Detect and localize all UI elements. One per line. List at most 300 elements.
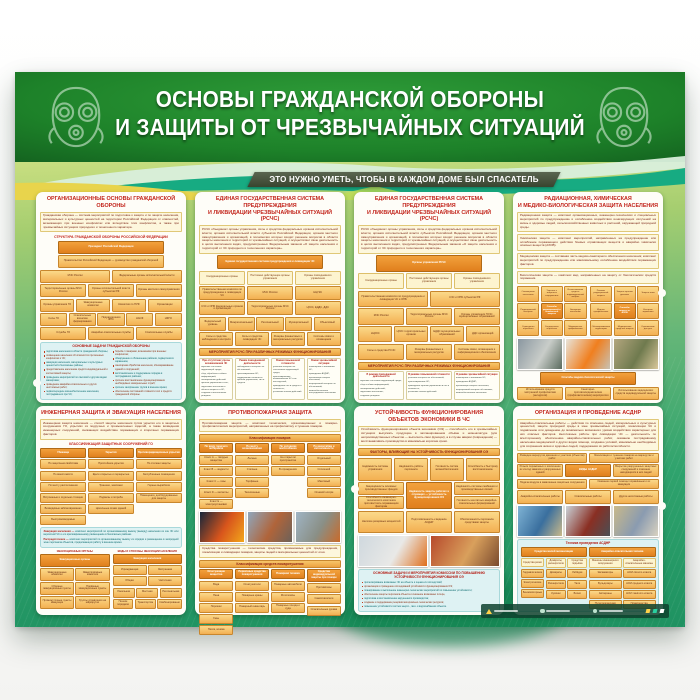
chart-box: КЧС и ОПБ субъектов РФ (430, 291, 500, 307)
bullet-item: предоставление населению средств индивидуальной и коллективной защиты; (44, 368, 110, 374)
column-header: При отсутствии угрозы возникновения ЧС (202, 358, 230, 365)
tree-subcolumn (567, 558, 587, 598)
panel-rschs-2 (354, 192, 504, 403)
chart-box: Аварийно-спасательные работы (517, 490, 563, 503)
chart-box: Расширители (546, 580, 567, 589)
chart-box: Организации (148, 299, 182, 312)
column-text: усиление контроля за обстановкой; (408, 377, 445, 380)
chart-box: Огнетушащие вещества (199, 569, 233, 579)
cyan-section-header: ОСНОВНЫЕ ЗАДАЧИ И МЕРОПРИЯТИЯ КОМИССИИ ПО ПОВЫШЕНИЮ УСТОЙЧИВОСТИ ФУНКЦИОНИРОВАНИЯ ОЭ (373, 571, 485, 579)
chart-box: Ограничение доступа (637, 320, 659, 336)
chart-box: Оказание первой помощи поражённым и их эвакуация (589, 479, 659, 489)
column-header: В режиме повышенной готовности (408, 372, 450, 376)
column-text: жизнеобеспечение населения (455, 392, 487, 395)
bullet-item: проведение мероприятий по световой и другим видам маскировки; (44, 376, 110, 382)
photo-strip (199, 511, 341, 543)
chart-box: Пожарная техника (271, 569, 305, 579)
bullet-item: срочное захоронение трупов в военное время; (113, 386, 179, 389)
chart-column (271, 358, 305, 400)
chart-box: Локальная (113, 588, 135, 598)
protection-grids (517, 286, 659, 337)
bullet-item: организация и проведение исследований устойчивости функционирования ОЭ; (362, 585, 497, 588)
chart-box: Системы связи и оповещения (307, 332, 341, 346)
chart-box: Горные выработки (136, 482, 182, 492)
chart-box: Правительственная комиссия по предупреждению и ликвидации ЧС и ОПБ (358, 291, 428, 307)
chart-box: Защита органов дыхания (614, 286, 636, 302)
chart-column (307, 443, 341, 509)
gas-mask-icon (593, 84, 655, 152)
chart-box: Эвакуационные комиссии (76, 299, 110, 312)
chart-box: Органы управления ГОЧС муниципальных образований (454, 308, 500, 324)
chart-box: Единая государственная система предупреждения и ликвидации ЧС (217, 255, 324, 269)
chart-box: Средства резки (521, 558, 545, 567)
chart-column (454, 371, 500, 400)
org-chart (40, 241, 182, 340)
chart-box: Межрегиональный (228, 317, 255, 331)
chart-box: Класс В — жидкости (199, 466, 233, 476)
chart-box: Песок, кошма (199, 625, 233, 635)
mini-chart (113, 550, 183, 609)
chart-box: Бензомоторные (521, 589, 545, 598)
civil-defense-poster (15, 72, 685, 631)
classification-chart (199, 443, 341, 509)
chart-box: Электрические (521, 579, 545, 588)
chart-column (406, 371, 452, 400)
chart-box: Службы ГО (40, 327, 86, 340)
tree-subcolumn (589, 558, 622, 609)
column-text: наблюдение и контроль за обстановкой; (237, 366, 265, 372)
column-text: изучение состояния окружающей среды; (360, 380, 402, 383)
column-text: создание резервов (360, 395, 380, 398)
column-header: Режим чрезвычайной ситуации (310, 358, 337, 365)
column-text: подготовка населения в области защиты от ЧС; (201, 385, 226, 391)
chart-box: Траншеи, землянки (88, 482, 134, 492)
bullet-item: санитарная обработка населения, обеззараживание зданий и сооружений; (113, 364, 179, 370)
org-chart (517, 490, 659, 503)
definition-text: Медицинская защита — составная часть медико-санитарного обеспечения населения; комплекс мероприятий по предупреждению или максимальному ослаблению воздействия поражающих факторов. (517, 253, 659, 270)
cyan-section (40, 527, 182, 548)
chart-box: Территориальные органы МЧС России (247, 301, 293, 315)
column-text: проведение АСДНР; (308, 372, 330, 375)
chart-box: Местная (136, 588, 158, 598)
rescue-boat-photo (613, 505, 659, 537)
chart-column (271, 569, 305, 635)
tree-group (521, 547, 588, 609)
oil-fire-photo (199, 511, 245, 543)
chart-box: Способы защиты от АХОВ (614, 303, 636, 319)
chart-box: Огнетушители (235, 581, 269, 591)
chart-box: Координационные органы (358, 273, 404, 289)
column-text: сбор, обработка и обмен информацией; (201, 372, 227, 378)
bullet-list (362, 581, 497, 609)
chart-box: Эвакоприёмные комиссии (75, 568, 109, 581)
chart-box: Эвакуационные органы (40, 554, 110, 567)
panel-title: УСТОЙЧИВОСТЬ ФУНКЦИОНИРОВАНИЯ ОБЪЕКТОВ ЭКОНОМИКИ В ЧС (375, 410, 483, 423)
chart-column (307, 569, 341, 635)
column-text: организация защиты населения; (308, 376, 331, 382)
classification-chart (358, 371, 500, 400)
chart-box: Региональная (160, 588, 182, 598)
chart-box: Приёмные эвакуационные пункты (75, 582, 109, 595)
chart-box: Самоспасатели (307, 594, 341, 604)
chart-box: Средства индивидуальной защиты при пожаре (307, 569, 341, 582)
bullet-item: обнаружение и обозначение районов, подвергшихся заражению; (113, 357, 179, 363)
chart-box: Транспортом (135, 599, 156, 609)
industrial-workers-photo (517, 338, 563, 370)
chart-box: Специальная обработка (541, 320, 563, 336)
chart-box: Силы и средства ликвидации ЧС (235, 332, 269, 346)
chart-box: Санитарно-противоэпидемические (профилактические) мероприятия (565, 387, 611, 400)
chart-box: Защищённость основных производственных фондов (358, 482, 404, 495)
chart-column (199, 569, 233, 635)
chart-column (235, 569, 269, 635)
brand-logo (659, 609, 664, 613)
chart-box: Простейшие укрытия (88, 459, 134, 469)
chart-box: Аварийно-спасательная техника (589, 547, 656, 557)
chart-box: Спасательные службы (136, 327, 182, 340)
definition-text: Биологическая защита — комплекс мер, направленных на защиту от биологических средств поражения. (517, 271, 659, 284)
column-text: приведение органов управления и сил в готовность; (408, 384, 450, 390)
column-text: прогнозирование возникновения ЧС и их последствий; (273, 375, 297, 384)
bullet-item: борьба с пожарами, возникшими при военных конфликтах; (113, 350, 179, 356)
chart-box: Подача воздуха в заваленные защитные сооружения (517, 479, 587, 489)
chart-box: Массовый (307, 477, 341, 487)
chart-box: Резервы финансовых и материальных ресурсов (406, 344, 452, 360)
chart-box: Готовность систем жизнеобеспечения (430, 458, 464, 481)
chart-box: По виду горючего материала (199, 443, 233, 453)
panel-rschs-1 (195, 192, 345, 403)
chart-column (88, 448, 134, 525)
chart-box: Контроль заражения (637, 303, 659, 319)
chart-box: Правительственная комиссия по предупреждению и ликвидации ЧС (199, 286, 245, 300)
chart-box: По степени защиты (136, 459, 182, 469)
chart-box: Использование средств экстренной профилактики (антидотов) (517, 387, 563, 400)
chart-box: Упреждающая (113, 565, 147, 575)
chart-box: Способы медико-биологической защиты (540, 372, 635, 385)
mini-chart-header: ЭВАКУАЦИОННЫЕ ОРГАНЫ (56, 549, 93, 553)
chart-box: НФГО (155, 313, 182, 326)
chart-box: Частичная (148, 576, 182, 586)
classification-chart (40, 448, 182, 525)
photo-strip (358, 535, 500, 567)
chart-box: Оповещение населения (517, 286, 539, 302)
column-text: прогнозирование ЧС; (237, 372, 259, 375)
chart-box: Лесные (235, 455, 269, 465)
equipment-tree (517, 539, 659, 612)
tree-subcolumn (521, 558, 545, 598)
column-text: организация защиты населения; (455, 384, 490, 387)
chart-box: По вместимости (40, 471, 86, 481)
chart-column (136, 448, 182, 525)
panel-civil-defense-basics (36, 192, 186, 403)
column-header: Режим повышенной готовности (275, 358, 300, 365)
chart-box: МЧС России (40, 270, 110, 283)
chart-box: Аварийно-спасательные службы (88, 327, 134, 340)
chart-box: ДДС организаций (466, 326, 500, 342)
panel-fire-protection (195, 406, 345, 631)
chart-box: Системы связи, оповещения и информационного обеспечения (454, 344, 500, 360)
subtitle-banner (247, 172, 560, 187)
definition-text: Противопожарная защита — комплекс технических, организационных и пожарно-профилактических мероприятий, направленных на профилактику и тушение пожаров. (199, 419, 341, 432)
chart-box: Надёжность работы персонала (394, 458, 428, 481)
definition-text: Средства пожаротушения — технические средства, применяемые для предупреждения, локализации и ликвидации пожаров, защиты людей и материальных ценностей от огня. (199, 545, 341, 558)
chart-box: По масштабам и интенсивности (307, 443, 341, 453)
chart-box: Сплошной (307, 466, 341, 476)
org-chart (358, 255, 500, 359)
chart-box: Розыск поражённых и извлечение их из-под завалов и разрушенных зданий (517, 464, 563, 477)
definition-text: Инженерная защита населения — способ защиты населения путём укрытия его в защитных сооружениях ГО, укрытиях из подручных и промышленных изделий, а также возведения инженерных сооружений, снижающих воздействие поражающих и вторичных поражающих факторов. (40, 419, 182, 440)
chart-box: Наличие резервных мощностей (358, 511, 404, 534)
column-text: планирование действий органов управления и сил; (201, 379, 229, 385)
photo-strip (517, 505, 659, 537)
publisher-info-bar (481, 604, 669, 618)
chart-box: Спасательные рукава (307, 606, 341, 616)
chart-box: Постоянно действующие органы управления (247, 271, 293, 285)
chart-box: По защитным свойствам (40, 459, 86, 469)
column-text: создание и восполнение резервов (201, 392, 227, 398)
chart-box: Пожарные краны (235, 592, 269, 602)
chart-column (40, 448, 86, 525)
chart-box: Комиссии по ПУФ (112, 299, 146, 312)
chart-box: Укрытия (88, 448, 134, 458)
chart-box: Класс А — твёрдые вещества (199, 455, 233, 465)
chart-box: Техногенные (235, 488, 269, 498)
chart-box: Убежища (40, 448, 86, 458)
chart-box: В ограждениях (271, 466, 305, 476)
panel-title: РАДИАЦИОННАЯ, ХИМИЧЕСКАЯ И МЕДИКО-БИОЛОГИЧЕСКАЯ ЗАЩИТА НАСЕЛЕНИЯ (517, 196, 659, 209)
chart-box: Федеральные органы исполнительной власти (112, 270, 182, 283)
chart-box: Домкраты (546, 569, 567, 578)
chart-box: Надёжность системы управления (358, 458, 392, 481)
section-title-bar: МЕРОПРИЯТИЯ РСЧС ПРИ РАЗЛИЧНЫХ РЕЖИМАХ ФУНКЦИОНИРОВАНИЯ (358, 362, 500, 370)
chart-box: Вскрытие разрушенных защитных сооружений и спасение находящихся в них людей (613, 464, 659, 477)
hazmat-team-photo (358, 535, 428, 567)
hazmat-worker-photo (565, 338, 611, 370)
bullet-item: восстановление и поддержание порядка в пострадавших районах; (113, 372, 179, 378)
chart-box: Координационные органы (199, 271, 245, 285)
chart-column (199, 443, 233, 509)
bullet-item: оповещение населения об опасностях при военных конфликтах и ЧС; (44, 354, 110, 360)
tree-root: Техника проведения АСДНР (565, 541, 611, 546)
bullet-item: обеспечение постоянной готовности сил и средств гражданской обороны. (113, 390, 179, 396)
chart-box: Укрытие в защитных сооружениях (541, 286, 563, 302)
chart-box: Торфяные (235, 477, 269, 487)
column-text: прогнозирование ЧС; (408, 381, 430, 384)
classification-chart (199, 569, 341, 635)
bullet-item: планирование и выполнение инженерно-технических мероприятий по повышению устойчивости; (362, 589, 497, 592)
bullet-item: подготовка к восстановлению нарушенного производства; (362, 597, 497, 600)
chart-box: Способность к быстрому восстановлению (466, 458, 500, 481)
chart-box: Защита кожи (637, 286, 659, 302)
chart-box: МЧС России (358, 308, 404, 324)
chart-box: Возводимые заблаговременно (40, 504, 86, 514)
column-text: поддержание готовности органов управления, сил и средств (237, 376, 265, 385)
panel-title: ЕДИНАЯ ГОСУДАРСТВЕННАЯ СИСТЕМА ПРЕДУПРЕЖДЕНИЯ И ЛИКВИДАЦИИ ЧРЕЗВЫЧАЙНЫХ СИТУАЦИЙ (РСЧС) (367, 196, 491, 223)
bullet-item: проведение аварийно-спасательных и других неотложных работ; (44, 383, 110, 389)
tree-subcolumn (546, 558, 567, 598)
chart-box: Муниципальный (285, 317, 312, 331)
chart-box: Спасательные работы (565, 490, 611, 503)
bullet-item: прогнозирование возможных ЧС на объекте и оценка их последствий; (362, 581, 497, 584)
chart-box: ЕДДС муниципальных образований (430, 326, 464, 342)
chart-box: АСМ среднего класса (623, 580, 656, 589)
chart-box: Силы и средства наблюдения и контроля (199, 332, 233, 346)
chart-box: Медицинская профилактика (564, 320, 586, 336)
chart-box: По месту расположения (40, 482, 86, 492)
chart-box: Бульдозеры (589, 580, 622, 589)
chart-box: Огневой шторм (307, 488, 341, 498)
chart-box: Мотопомпы (271, 592, 305, 602)
chart-box: Первичные средства пожаротушения (235, 569, 269, 579)
chart-box: Лебёдки (567, 569, 587, 578)
chart-box: ВИДЫ АСДНР (565, 464, 612, 477)
column-text: непрерывный контроль за обстановкой; (308, 383, 336, 388)
chart-box: НЦУКС (358, 326, 392, 342)
chart-box: Сборные эвакуационные пункты (40, 582, 74, 595)
chart-box: Общая (113, 576, 147, 586)
chart-box: Щели открытые и перекрытые (88, 471, 134, 481)
definition-text: Устойчивость функционирования объекта экономики (ОЭ) — способность его в чрезвычайных ситуациях выпускать продукцию в запланированном объёме и номенклатуре (для непроизводственных объектов — выполнять свои функции), а в случае аварии (повреждения) — восстанавливать производство в минимально короткие сроки. (358, 426, 500, 447)
column-text: уточнение планов действий (273, 391, 302, 394)
column-text: изучение состояния окружающей среды; (201, 366, 222, 372)
chart-box: Противогазы (307, 583, 341, 593)
chart-column (235, 443, 269, 509)
column-text: сбор и обмен информацией; (360, 383, 390, 386)
chart-box: По месту возникновения (235, 443, 269, 453)
chart-box: Способность инженерно-технического комплекса противостоять поражающим факторам (358, 496, 404, 509)
dual-charts (40, 550, 182, 609)
dot-icon (540, 609, 545, 614)
chart-box: ЦУКС, ЕДДС, ДДС (295, 301, 341, 315)
chart-box: Органы местного самоуправления (136, 284, 182, 297)
subtitle-banner-text: ЭТО НУЖНО УМЕТЬ, ЧТОБЫ В КАЖДОМ ДОМЕ БЫЛ СПАСАТЕЛЬ (269, 175, 539, 184)
radial-chart (517, 453, 659, 488)
column-header: В режиме чрезвычайной ситуации (456, 372, 498, 376)
chart-box: АСМ тяжёлого класса (623, 590, 656, 599)
section-title-bar: Классификация средств пожаротушения (199, 560, 341, 568)
chart-box: Готовность нештатных аварийно-спасательных формирований (454, 496, 500, 509)
chart-box: Экстренная (148, 565, 182, 575)
chart-box: Тали (567, 580, 587, 589)
chart-box: Отдельный (307, 455, 341, 465)
chart-box: Быстровозводимые (40, 515, 86, 525)
chart-box: Заглубленные помещения (136, 471, 182, 481)
column-text: усиление контроля за состоянием окружающей среды; (273, 366, 299, 374)
chart-box: Класс Е — электроустановки (199, 499, 233, 509)
panel-rcb-protection (513, 192, 663, 403)
chart-box: НЦУКС (295, 286, 341, 300)
definition-text: Эвакуация населения — комплекс мероприятий по организованному вывозу (выводу) населения из зон ЧС или вероятной ЧС и его кратковременному размещению в безопасных районах. (43, 530, 179, 537)
panel-title: ОРГАНИЗАЦИОННЫЕ ОСНОВЫ ГРАЖДАНСКОЙ ОБОРОНЫ (46, 196, 176, 209)
tree-subcolumn (623, 558, 656, 609)
chart-box: Подготовленность к ведению АСДНР (406, 511, 452, 534)
chart-box: По условиям массообмена (271, 443, 305, 453)
definition-text: РСЧС объединяет органы управления, силы и средства федеральных органов исполнительной власти, органов исполнительной власти субъектов Российской Федерации, органов местного самоуправления и организаций, в полномочия которых входит решение вопросов в области защиты населения и территорий от чрезвычайных ситуаций, и осуществляет свою деятельность в целях выполнения задач, предусмотренных Федеральным законом «О защите населения и территорий от ЧС природного и техногенного характера». (199, 225, 341, 253)
column-header: Режим повседневной деятельности (239, 358, 265, 365)
definition-text: Аварийно-спасательные работы — действия по спасению людей, материальных и культурных ценностей, защите природной среды в зоне чрезвычайных ситуаций, локализации ЧС и подавлению или доведению до минимально возможного уровня воздействия характерных для них опасных факторов. Неотложные работы при ликвидации ЧС — деятельность по всестороннему обеспечению аварийно-спасательных работ, оказанию пострадавшему населению медицинской и других видов помощи, созданию условий, минимально необходимых для сохранения жизни и здоровья людей, поддержания их работоспособности. (517, 419, 659, 451)
cyan-section-header: ОСНОВНЫЕ ЗАДАЧИ ГРАЖДАНСКОЙ ОБОРОНЫ (72, 344, 150, 349)
chart-box: Органы управления ГО (40, 299, 74, 312)
chart-box: МЧС России (247, 286, 293, 300)
chart-column (358, 371, 404, 400)
chart-box: Средства малой механизации (521, 547, 588, 557)
chart-box: Порошки (199, 603, 233, 613)
chart-column (199, 358, 233, 400)
panel-facility-stability (354, 406, 504, 615)
column-text: оповещение о возникших ЧС; (308, 366, 335, 372)
chart-box: Помещения, дооборудованные для защиты (136, 493, 182, 503)
chart-box: Вода (199, 581, 233, 591)
tree-chart (517, 372, 659, 400)
footer-item (540, 609, 570, 614)
radial-chart (358, 458, 500, 533)
chart-column (271, 443, 305, 509)
chart-box: Обеззараживание территории (590, 320, 613, 336)
chart-box: Класс С — газы (199, 477, 233, 487)
chart-box: Другие неотложные работы (613, 490, 659, 503)
chart-box: Домкраты, расширители (546, 558, 567, 568)
footer-item (645, 609, 664, 613)
cyan-section (40, 342, 182, 400)
chart-box: Локализация и тушение пожаров на маршрутах и участках работ (589, 453, 659, 463)
column-text: оповещение о возникших ЧС; (455, 377, 486, 380)
panel-title: ОРГАНИЗАЦИЯ И ПРОВЕДЕНИЕ АСДНР (534, 410, 642, 416)
column-text: уточнение планов действий (408, 391, 437, 394)
brand-logo (646, 609, 651, 613)
chart-box: Федеральный уровень (199, 317, 226, 331)
bullet-item: подготовка населения в области гражданской обороны; (44, 350, 110, 353)
industrial-site-photo (430, 535, 500, 567)
chart-column (307, 358, 341, 400)
chart-box: Цокольные этажи зданий (88, 504, 134, 514)
chart-box: Силы и средства РСЧС (358, 344, 404, 360)
classification-chart (199, 358, 341, 400)
chart-box: Пешим порядком (113, 599, 134, 609)
warning-triangle-icon (486, 609, 492, 614)
section-heading: СТРУКТУРА ГРАЖДАНСКОЙ ОБОРОНЫ РОССИЙСКОЙ ФЕДЕРАЦИИ (54, 234, 168, 239)
chart-box: Органы управления РСЧС (376, 255, 483, 271)
mini-chart-header: ВИДЫ И СПОСОБЫ ЭВАКУАЦИИ НАСЕЛЕНИЯ (117, 549, 177, 553)
chart-box: Встроенные и отдельно стоящие (40, 493, 86, 503)
poster-title-line1: ОСНОВЫ ГРАЖДАНСКОЙ ОБОРОНЫ (155, 86, 545, 112)
chart-box: Комбинированно (157, 599, 182, 609)
chart-box: Использование медицинских средств индивидуальной защиты (613, 387, 659, 400)
chart-box: Противорадиационные укрытия (136, 448, 182, 458)
chart-column (235, 358, 269, 400)
chart-box: КЧС и ОПБ федеральных органов и организаций (199, 301, 245, 315)
chart-box: Постоянно действующие органы управления (406, 273, 452, 289)
chart-box: Подвалы и погреба (88, 493, 134, 503)
chart-box: Подразделения ФПС (97, 313, 124, 326)
chart-box: Органы повседневного управления (295, 271, 341, 285)
chart-box: Эвакуационные комиссии (40, 568, 74, 581)
chart-box: ЦУКС территориальных органов (394, 326, 428, 342)
chart-box: Медицинские средства защиты (614, 320, 636, 336)
chart-box: Режимы радиационной защиты (590, 286, 613, 302)
chart-box: На открытом пространстве (271, 455, 305, 465)
chart-box: Территориальные органы МЧС России (406, 308, 452, 324)
chart-box: Президент Российской Федерации (58, 241, 165, 254)
bullet-item: повышение устойчивости систем энерго-, газо- и водоснабжения объекта. (362, 605, 497, 608)
chart-box: Средства подъёма (567, 558, 587, 568)
cyan-section (358, 569, 500, 612)
column-text: подготовка населения; (360, 391, 384, 394)
footer-item (593, 609, 623, 614)
chart-box: Объектовый (314, 317, 341, 331)
panel-title: ИНЖЕНЕРНАЯ ЗАЩИТА И ЭВАКУАЦИЯ НАСЕЛЕНИЯ (41, 410, 181, 416)
bullet-item: эвакуация населения, материальных и культурных ценностей в безопасные районы; (44, 361, 110, 367)
mini-chart (40, 550, 110, 609)
